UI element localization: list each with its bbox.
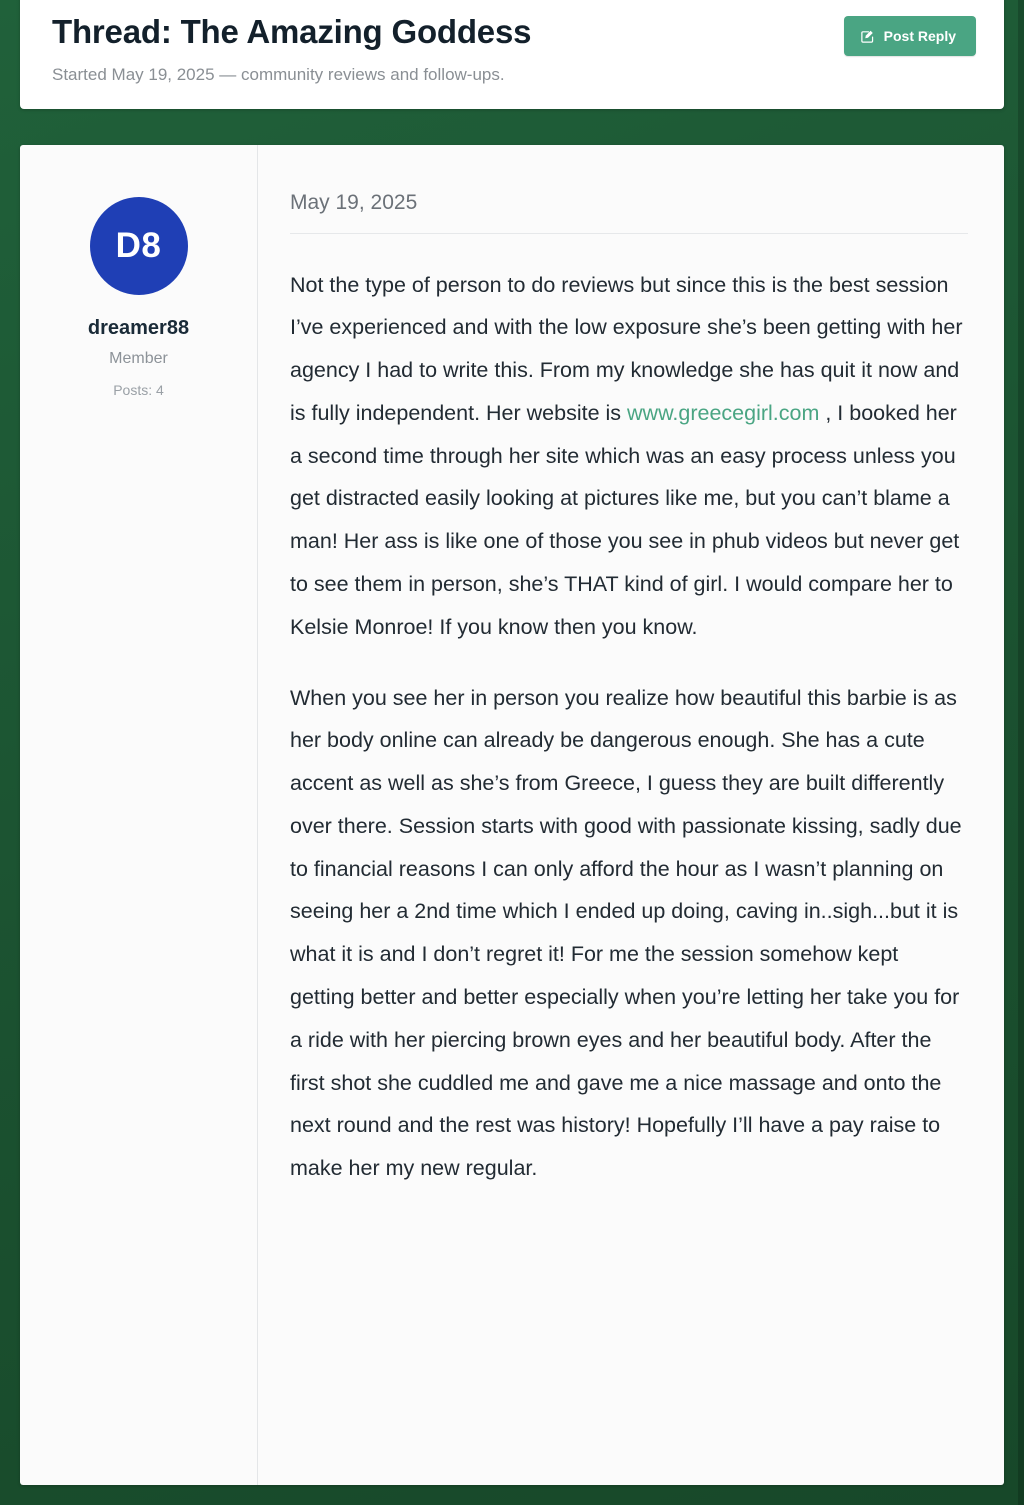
post-reply-button[interactable] [844, 16, 976, 56]
author-post-count: Posts: 4 [113, 381, 164, 398]
thread-header-text [52, 12, 844, 87]
avatar: D8 [90, 197, 188, 295]
post-body [290, 264, 968, 1190]
author-name[interactable]: dreamer88 [87, 316, 190, 339]
page-title: Thread: The Amazing Goddess [52, 13, 532, 50]
post-reply-label: Post Reply [883, 28, 956, 44]
post-content [258, 145, 1004, 1485]
page-scrollbar[interactable] [1018, 0, 1024, 1505]
author-role: Member [109, 349, 168, 367]
thread-header [20, 0, 1004, 109]
thread-subtitle: Started May 19, 2025 — community reviews and follow-ups. [52, 64, 505, 84]
post-paragraph-1 [290, 264, 968, 649]
post-paragraph-1-part-b: , I booked her a second time through her site which was an easy process unless you get distracted easily looking at pictures like me, but you can’t blame a man! Her ass is like one of those you see in phub videos but never get to see them in person, she’s THAT kind of girl. I would compare her to Kelsie Monroe! If you know then you know. [290, 400, 960, 639]
post-card [20, 145, 1004, 1485]
post-date: May 19, 2025 [290, 191, 968, 234]
pencil-square-icon [860, 29, 875, 44]
post-paragraph-1-part-a: Not the type of person to do reviews but since this is the best session I’ve experienced and with the low exposure she’s been getting with her agency I had to write this. From my knowledge she has quit it now and is fully independent. Her website is [290, 272, 963, 425]
website-link[interactable]: www.greecegirl.com [627, 400, 820, 425]
post-author-sidebar [20, 145, 258, 1485]
post-paragraph-2: When you see her in person you realize how beautiful this barbie is as her body online can already be dangerous enough. She has a cute accent as well as she’s from Greece, I guess they are built differently over there. Session starts with good with passionate kissing, sadly due to financial reasons I can only afford the hour as I wasn’t planning on seeing her a 2nd time which I ended up doing, caving in..sigh...but it is what it is and I don’t regret it! For me the session somehow kept getting better and better especially when you’re letting her take you for a ride with her piercing brown eyes and her beautiful body. After the first shot she cuddled me and gave me a nice massage and onto the next round and the rest was history! Hopefully I’ll have a pay raise to make her my new regular. [290, 685, 962, 1181]
